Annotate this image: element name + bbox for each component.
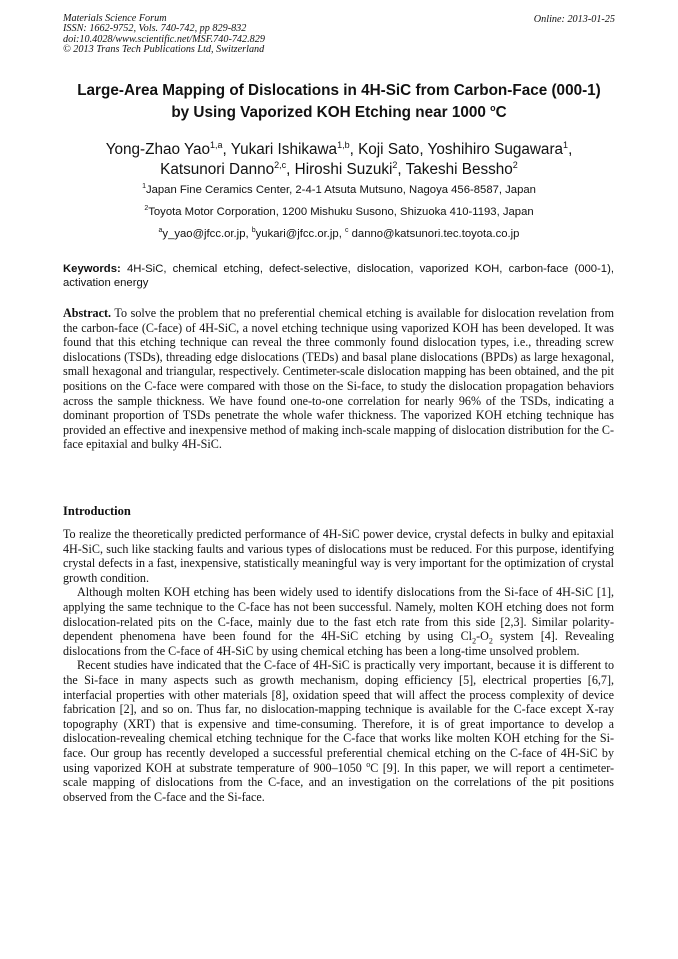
abstract: [63, 306, 614, 452]
keywords-label: Keywords:: [63, 263, 121, 275]
paragraph: Recent studies have indicated that the C-face of 4H-SiC is practically very important, because it is different to the Si-face in many aspects such as growth mechanism, doping efficiency [5], electrical properties [6,7], interfacial properties with other materials [8], oxidation speed that will affect the process complexity of device fabrication [2], and so on. Thus far, no dislocation-mapping technique is available for the C-face except X-ray topography (XRT) that is expensive and time-consuming. Therefore, it is of great importance to develop a dislocation-revealing chemical etching technique for the C-face that works like molten KOH etching for the Si-face. Our group has recently developed a successful preferential chemical etching on the C-face of 4H-SiC by using vaporized KOH at substrate temperature of 900–1050 $^o$C [9]. In this paper, we will report a centimeter-scale mapping of dislocations from the C-face, and an investigation on the correlations of the pit positions observed from the C-face and the Si-face.: [63, 658, 615, 804]
author-name: Yong-Zhao Yao: [105, 141, 211, 158]
author-name: Yukari Ishikawa: [230, 141, 338, 158]
paper-title: [40, 80, 638, 124]
keywords: [63, 262, 614, 290]
author-name: Hiroshi Suzuki: [294, 161, 393, 178]
doi-line[interactable]: doi:10.4028/www.scientific.net/MSF.740-742.829: [63, 33, 265, 45]
section-heading-introduction: Introduction: [63, 504, 131, 518]
affiliation-1: $^1$Japan Fine Ceramics Center, 2-4-1 Atsuta Mutsuno, Nagoya 456-8587, Japan: [142, 183, 536, 196]
affiliation-2: $^2$Toyota Motor Corporation, 1200 Mishuku Susono, Shizuoka 410-1193, Japan: [144, 205, 534, 218]
copyright-line: © 2013 Trans Tech Publications Ltd, Switzerland: [63, 43, 265, 55]
journal-header: [63, 14, 265, 55]
issn-line: ISSN: 1662-9752, Vols. 740-742, pp 829-832: [63, 23, 247, 35]
journal-name: Materials Science Forum: [63, 13, 167, 24]
author-list: Yong-Zhao Yao$^{1,a}$, Yukari Ishikawa$^{1,b}$, Koji Sato, Yoshihiro Sugawara$^1$, Katsunori Danno$^{2,c}$, Hiroshi Suzuki$^2$, Takeshi Bessho$^2$: [105, 139, 573, 178]
email-list: $^a$y_yao@jfcc.or.jp, $^b$yukari@jfcc.or.jp, $^c$ danno@katsunori.tec.toyota.co.jp: [158, 227, 520, 240]
online-date: Online: 2013-01-25: [533, 14, 615, 25]
paragraph: Although molten KOH etching has been widely used to identify dislocations from the Si-face of 4H-SiC [1], applying the same technique to the C-face has not been successful. Namely, molten KOH etching does not form dislocation-related pits on the C-face, mainly due to the fast etch rate from this side [2,3]. Similar polarity-dependent phenomena have been found for the 4H-SiC etching by using $Cl_2-O_2$ system [4]. Revealing dislocations from the C-face of 4H-SiC by using chemical etching has been a long-time unsolved problem.: [63, 585, 615, 658]
author-name: Katsunori Danno: [160, 161, 275, 178]
introduction-body: [63, 527, 614, 804]
abstract-text: To solve the problem that no preferential chemical etching is available for dislocation revelation from the carbon-face (C-face) of 4H-SiC, a novel etching technique using vaporized KOH has been developed. It was found that this etching technique can reveal the three commonly found dislocation types, i.e., threading screw dislocations (TSDs), threading edge dislocations (TEDs) and basal plane dislocations (BPDs) as large hexagonal, small hexagonal and triangular, respectively. Centimeter-scale dislocation mapping has been obtained, and the pit positions on the C-face were compared with those on the Si-face, to study the dislocation propagation behaviors across the sample thickness. We have found one-to-one correlation for nearly 96% of the TSDs, indicating a dominant proportion of TSDs penetrate the whole wafer thickness. The vaporized KOH etching technique has provided an effective and inexpensive method of making inch-scale mapping of dislocation distribution for the C-face epitaxial and bulky 4H-SiC.: [63, 306, 614, 452]
abstract-label: Abstract.: [63, 306, 112, 320]
title-line-2: by Using Vaporized KOH Etching near 1000 $^o$C: [171, 102, 507, 121]
email-link[interactable]: danno@katsunori.tec.toyota.co.jp: [348, 228, 520, 240]
title-line-1: Large-Area Mapping of Dislocations in 4H-SiC from Carbon-Face (000-1): [77, 82, 601, 99]
email-link[interactable]: yukari@jfcc.or.jp,: [255, 228, 345, 240]
author-name: Koji Sato: [358, 141, 420, 158]
email-link[interactable]: y_yao@jfcc.or.jp,: [162, 228, 252, 240]
author-name: Yoshihiro Sugawara: [427, 141, 564, 158]
keywords-text: 4H-SiC, chemical etching, defect-selective, dislocation, vaporized KOH, carbon-face (000-1), activation energy: [63, 263, 614, 289]
author-name: Takeshi Bessho: [405, 161, 513, 178]
paragraph: To realize the theoretically predicted performance of 4H-SiC power device, crystal defects in bulky and epitaxial 4H-SiC, such like stacking faults and various types of dislocations must be reduced. For this purpose, identifying crystal defects in a fast, inexpensive, statistically meaningful way is very important for the optimization of crystal growth condition.: [63, 527, 614, 585]
